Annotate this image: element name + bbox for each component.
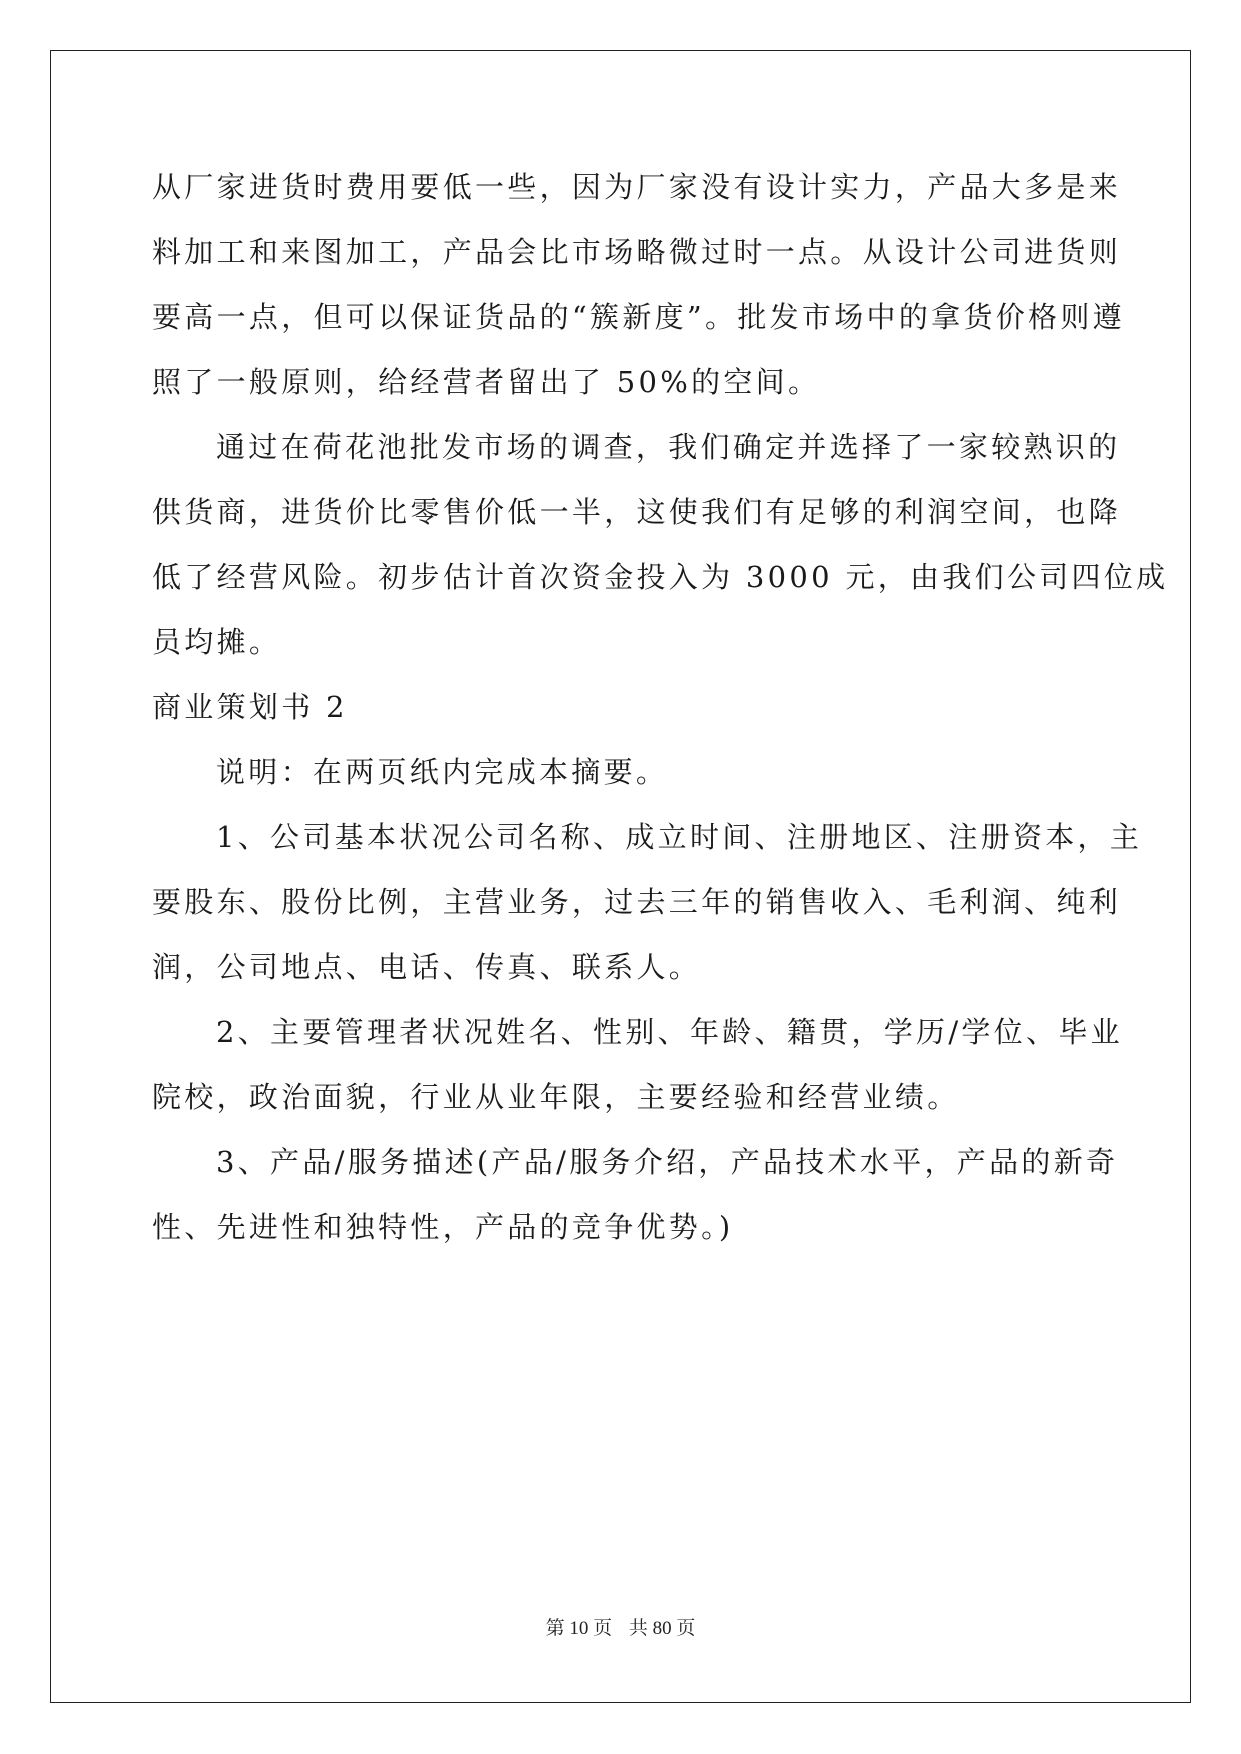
paragraph-line: 料加工和来图加工，产品会比市场略微过时一点。从设计公司进货则: [152, 235, 1122, 269]
paragraph-line: 要高一点，但可以保证货品的“簇新度”。批发市场中的拿货价格则遵: [152, 300, 1125, 334]
paragraph-line: 供货商，进货价比零售价低一半，这使我们有足够的利润空间，也降: [152, 495, 1122, 529]
page-number: 第 10 页: [545, 1618, 613, 1639]
paragraph-line: 照了一般原则，给经营者留出了 50%的空间。: [152, 365, 821, 399]
paragraph-line: 要股东、股份比例，主营业务，过去三年的销售收入、毛利润、纯利: [152, 885, 1122, 919]
paragraph-line: 从厂家进货时费用要低一些，因为厂家没有设计实力，产品大多是来: [152, 170, 1122, 204]
document-body: [152, 155, 1169, 1260]
paragraph-line: 员均摊。: [152, 625, 282, 659]
paragraph-line: 3、产品/服务描述(产品/服务介绍，产品技术水平，产品的新奇: [216, 1145, 1119, 1179]
paragraph-line: 性、先进性和独特性，产品的竞争优势。): [152, 1210, 734, 1244]
section-heading: 商业策划书 2: [152, 690, 348, 724]
paragraph-line: 2、主要管理者状况姓名、性别、年龄、籍贯，学历/学位、毕业: [216, 1015, 1123, 1049]
paragraph-line: 通过在荷花池批发市场的调查，我们确定并选择了一家较熟识的: [216, 430, 1121, 464]
paragraph-line: 润，公司地点、电话、传真、联系人。: [152, 950, 702, 984]
paragraph-line: 低了经营风险。初步估计首次资金投入为 3000 元，由我们公司四位成: [152, 560, 1169, 594]
total-pages: 共 80 页: [628, 1618, 696, 1639]
page-footer: [0, 1613, 1241, 1640]
paragraph-line: 说明：在两页纸内完成本摘要。: [216, 755, 669, 789]
paragraph-line: 1、公司基本状况公司名称、成立时间、注册地区、注册资本，主: [216, 820, 1143, 854]
paragraph-line: 院校，政治面貌，行业从业年限，主要经验和经营业绩。: [152, 1080, 960, 1114]
